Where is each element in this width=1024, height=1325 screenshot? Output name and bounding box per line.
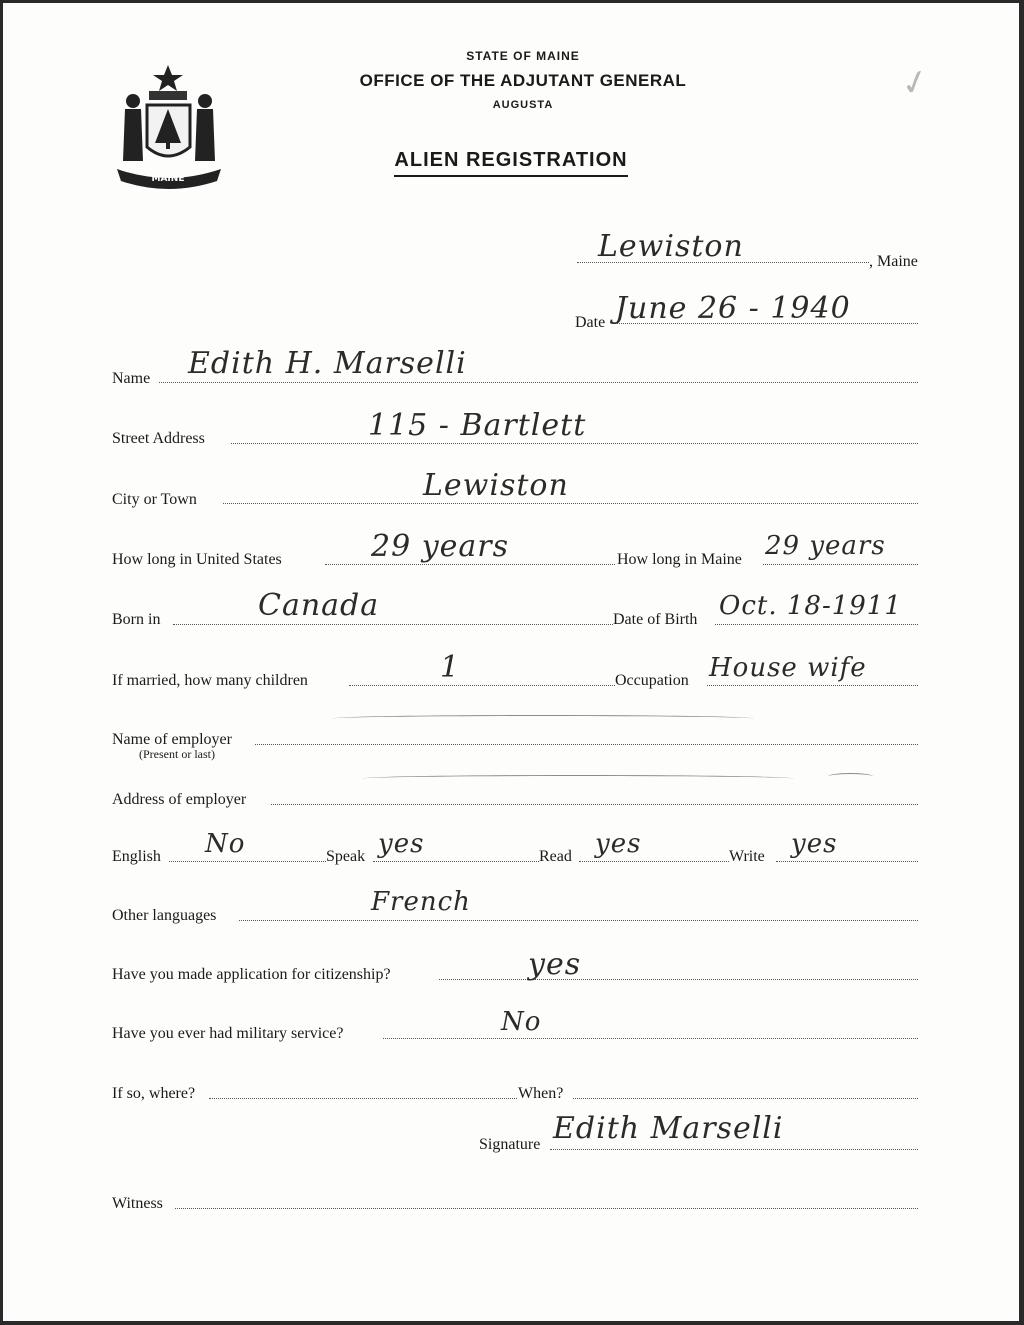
date-of-birth-label: Date of Birth	[613, 611, 698, 628]
maine-label: , Maine	[869, 253, 918, 270]
citizenship-label: Have you made application for citizenship?	[112, 966, 391, 983]
english-value: No	[205, 829, 246, 859]
signature-value: Edith Marselli	[553, 1111, 784, 1146]
employer-address-dash	[363, 775, 793, 782]
citizenship-value: yes	[528, 947, 582, 982]
employer-note: (Present or last)	[139, 747, 215, 761]
date-of-birth-value: Oct. 18-1911	[719, 591, 902, 621]
how-long-maine-label: How long in Maine	[617, 551, 742, 568]
where-label: If so, where?	[112, 1085, 196, 1102]
how-long-maine-value: 29 years	[765, 531, 886, 561]
children-label: If married, how many children	[112, 672, 308, 689]
when-label: When?	[518, 1085, 564, 1102]
date-label: Date	[575, 314, 606, 331]
employer-name-dash	[333, 715, 753, 722]
registration-form	[3, 3, 1019, 1321]
name-value: Edith H. Marselli	[188, 346, 467, 381]
street-address-value: 115 - Bartlett	[368, 408, 587, 443]
header-office: OFFICE OF THE ADJUTANT GENERAL	[359, 71, 687, 90]
employer-name-label: Name of employer	[112, 731, 232, 748]
write-label: Write	[729, 848, 765, 865]
date-value: June 26 - 1940	[615, 291, 851, 326]
write-value: yes	[791, 829, 838, 859]
other-languages-label: Other languages	[112, 907, 217, 924]
witness-label: Witness	[112, 1195, 163, 1212]
city-value: Lewiston	[423, 468, 569, 503]
occupation-value: House wife	[709, 653, 867, 683]
how-long-us-value: 29 years	[371, 529, 510, 564]
name-label: Name	[112, 370, 151, 387]
military-label: Have you ever had military service?	[112, 1025, 344, 1042]
city-label: City or Town	[112, 491, 197, 508]
speak-label: Speak	[326, 848, 366, 865]
speak-value: yes	[378, 829, 425, 859]
other-languages-value: French	[371, 887, 471, 917]
header-state: STATE OF MAINE	[466, 49, 580, 63]
town-value: Lewiston	[598, 229, 744, 264]
how-long-us-label: How long in United States	[112, 551, 282, 568]
read-value: yes	[595, 829, 642, 859]
english-label: English	[112, 848, 161, 865]
employer-address-label: Address of employer	[112, 791, 247, 808]
children-value: 1	[440, 650, 461, 685]
signature-label: Signature	[479, 1136, 541, 1153]
born-in-label: Born in	[112, 611, 161, 628]
street-address-label: Street Address	[112, 430, 205, 447]
seal-banner-text: MAINE	[151, 174, 185, 184]
form-title: ALIEN REGISTRATION	[394, 149, 627, 177]
read-label: Read	[539, 848, 572, 865]
header-city: AUGUSTA	[492, 99, 554, 111]
military-value: No	[501, 1007, 542, 1037]
check-mark: ✓	[896, 59, 935, 107]
born-in-value: Canada	[258, 588, 380, 623]
occupation-label: Occupation	[615, 672, 689, 689]
